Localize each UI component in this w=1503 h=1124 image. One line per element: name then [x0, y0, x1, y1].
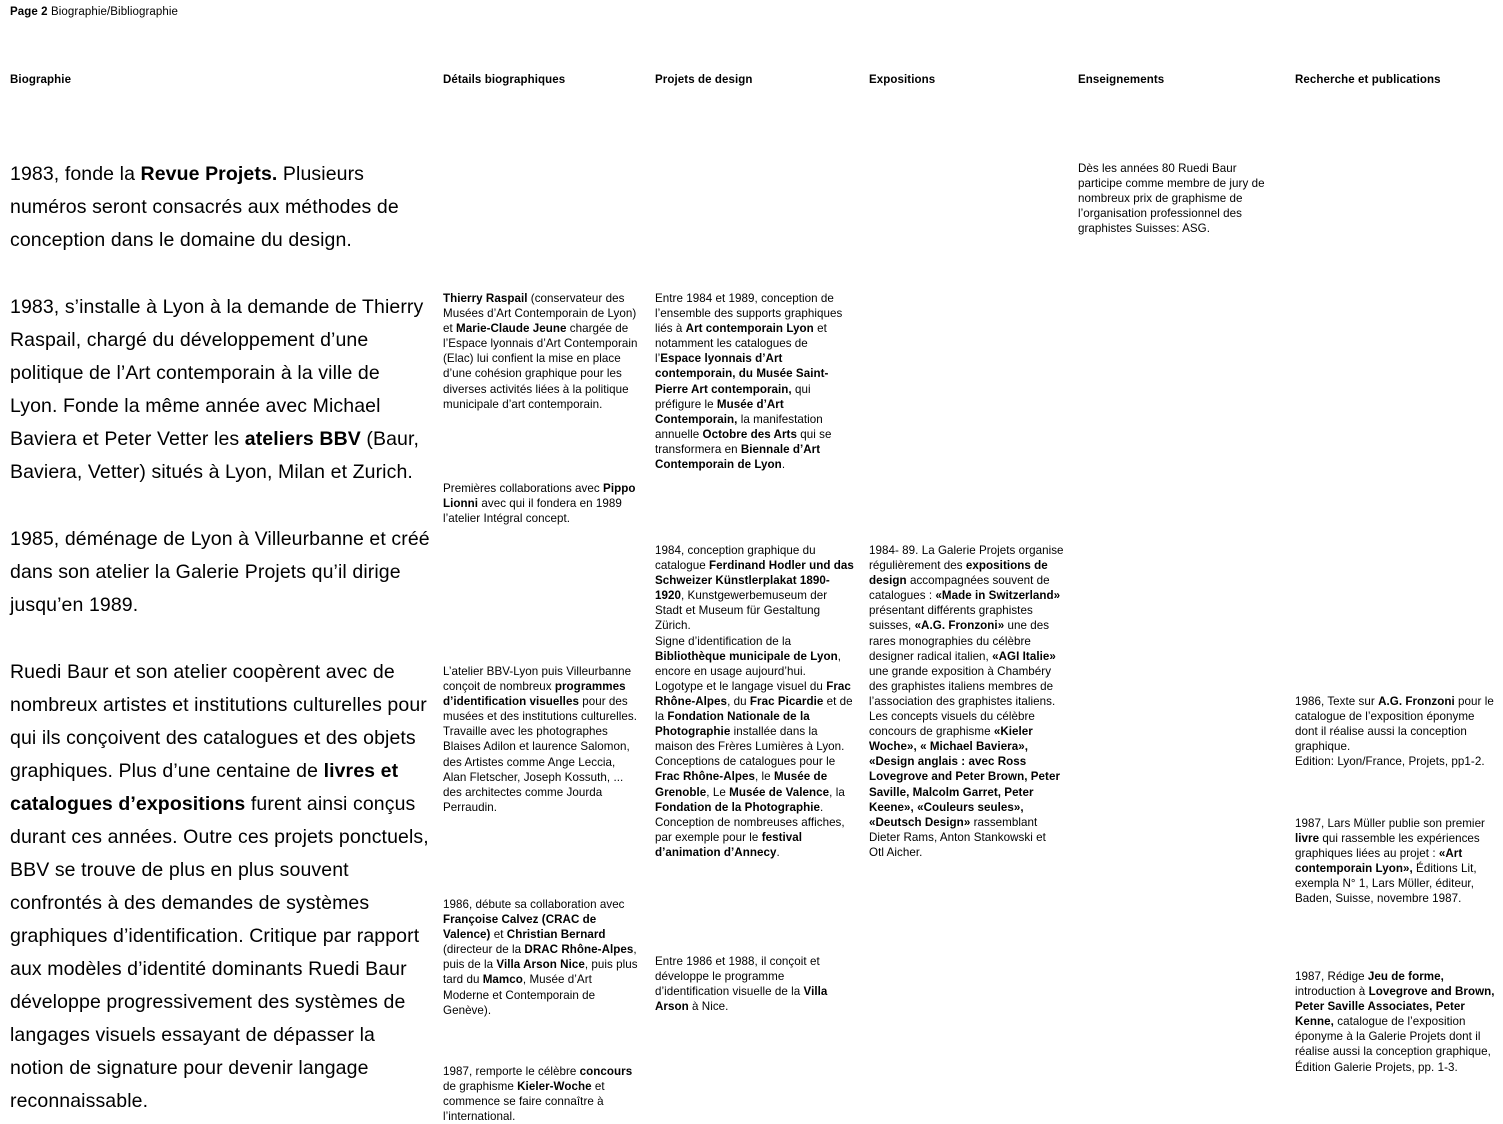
column-enseignements [1078, 74, 1278, 236]
text-block-b3: 1985, déménage de Lyon à Villeurbanne et créé dans son atelier la Galerie Projets qu’il dirige jusqu’en 1989. [10, 528, 430, 616]
column-heading-biographie: Biographie [10, 74, 72, 86]
text-block-r1: 1986, Texte sur A.G. Fronzoni pour le catalogue de l’exposition éponyme dont il réalise aussi la conception graphique. Edition: Lyon/France, Projets, pp1-2. [1295, 695, 1494, 769]
column-heading-enseignements: Enseignements [1078, 74, 1165, 86]
page-header [10, 6, 178, 18]
text-block-d5: 1987, remporte le célèbre concours de graphisme Kieler-Woche et commence se faire connaître à l’international. [443, 1065, 633, 1124]
text-block-p3: Entre 1986 et 1988, il conçoit et développe le programme d’identification visuelle de la Villa Arson à Nice. [655, 955, 828, 1014]
text-block-e1: 1984- 89. La Galerie Projets organise régulièrement des expositions de design accompagnées souvent de catalogues : «Made in Switzerland» présentant différents graphistes suisses, «A.G. Fronzoni» une des rares monographies du célèbre designer radical italien, «AGI Italie» une grande exposition à Chambéry des graphistes italiens membres de l’association des graphistes italiens. Les concepts visuels du célèbre concours de graphisme «Kieler Woche», « Michael Baviera», «Design anglais : avec Ross Lovegrove and Peter Brown, Peter Saville, Malcolm Garret, Peter Keene», «Couleurs seules», «Deutsch Design» rassemblant Dieter Rams, Anton Stankowski et Otl Aicher. [869, 544, 1064, 859]
text-block-d4: 1986, débute sa collaboration avec Françoise Calvez (CRAC de Valence) et Christian Bernard (directeur de la DRAC Rhône-Alpes, puis de la Villa Arson Nice, puis plus tard du Mamco, Musée d’Art Moderne et Contemporain de Genève). [443, 898, 638, 1017]
column-biographie [10, 74, 430, 1112]
column-details-biographiques [443, 74, 641, 1124]
text-block-b1: 1983, fonde la Revue Projets. Plusieurs numéros seront consacrés aux méthodes de conception dans le domaine du design. [10, 163, 399, 251]
column-projets-de-design [655, 74, 855, 1014]
text-block-d3: L’atelier BBV-Lyon puis Villeurbanne conçoit de nombreux programmes d’identification visuelles pour des musées et des institutions culturelles. Travaille avec les photographes Blaises Adilon et laurence Salomon, des Artistes comme Ange Leccia, Alan Fletscher, Joseph Kossuth, ... des architectes comme Jourda Perraudin. [443, 665, 637, 814]
text-block-r3: 1987, Rédige Jeu de forme, introduction à Lovegrove and Brown, Peter Saville Associates, Peter Kenne, catalogue de l’exposition éponyme à la Galerie Projets dont il réalise aussi la conception graphique, Édition Galerie Projets, pp. 1-3. [1295, 970, 1495, 1074]
text-block-b4: Ruedi Baur et son atelier coopèrent avec de nombreux artistes et institutions culturelles pour qui ils conçoivent des catalogues et des objets graphiques. Plus d’une centaine de livres et catalogues d’expositions furent ainsi conçus durant ces années. Outre ces projets ponctuels, BBV se trouve de plus en plus souvent confrontés à des demandes de systèmes graphiques d’identification. Critique par rapport aux modèles d’identité dominants Ruedi Baur développe progressivement des systèmes de langages visuels essayant de dépasser la notion de signature pour devenir langage reconnaissable. [10, 661, 429, 1112]
text-block-p1: Entre 1984 et 1989, conception de l’ensemble des supports graphiques liés à Art contemporain Lyon et notamment les catalogues de l’Espace lyonnais d’Art contemporain, du Musée Saint-Pierre Art contemporain, qui préfigure le Musée d’Art Contemporain, la manifestation annuelle Octobre des Arts qui se transformera en Biennale d’Art Contemporain de Lyon. [655, 292, 843, 472]
column-recherche-et-publications [1295, 74, 1495, 1074]
text-block-r2: 1987, Lars Müller publie son premier livre qui rassemble les expériences graphiques liées au projet : «Art contemporain Lyon», Éditions Lit, exempla N° 1, Lars Mϋller, éditeur, Baden, Suisse, novembre 1987. [1295, 817, 1485, 906]
text-block-d2: Premières collaborations avec Pippo Lionni avec qui il fondera en 1989 l’atelier Intégral concept. [443, 482, 636, 526]
column-expositions [869, 74, 1064, 859]
column-heading-details: Détails biographiques [443, 74, 566, 86]
page-title: Biographie/Bibliographie [50, 6, 179, 18]
column-heading-projets: Projets de design [655, 74, 753, 86]
page-number-label: Page 2 [10, 6, 48, 18]
column-heading-expositions: Expositions [869, 74, 936, 86]
column-heading-recherche: Recherche et publications [1295, 74, 1441, 86]
text-block-p2: 1984, conception graphique du catalogue Ferdinand Hodler und das Schweizer Künstlerplakat 1890-1920, Kunstgewerbemuseum der Stadt et Museum für Gestaltung Zürich. Signe d’identification de la Bibliothèque municipale de Lyon, encore en usage aujourd’hui. Logotype et le langage visuel du Frac Rhône-Alpes, du Frac Picardie et de la Fondation Nationale de la Photographie installée dans la maison des Frères Lumières à Lyon. Conceptions de catalogues pour le Frac Rhône-Alpes, le Musée de Grenoble, Le Musée de Valence, la Fondation de la Photographie. Conception de nombreuses affiches, par exemple pour le festival d’animation d’Annecy. [655, 544, 854, 859]
text-block-d1: Thierry Raspail (conservateur des Musées d’Art Contemporain de Lyon) et Marie-Claude Jeune chargée de l’Espace lyonnais d’Art Contemporain (Elac) lui confient la mise en place d’une cohésion graphique pour les diverses activités liées à la politique municipale d’art contemporain. [443, 292, 638, 411]
text-block-n1: Dès les années 80 Ruedi Baur participe comme membre de jury de nombreux prix de graphisme de l’organisation professionnel des graphistes Suisses: ASG. [1078, 162, 1265, 236]
text-block-b2: 1983, s’installe à Lyon à la demande de Thierry Raspail, chargé du développement d’une politique de l’Art contemporain à la ville de Lyon. Fonde la même année avec Michael Baviera et Peter Vetter les ateliers BBV (Baur, Baviera, Vetter) situés à Lyon, Milan et Zurich. [10, 296, 424, 483]
